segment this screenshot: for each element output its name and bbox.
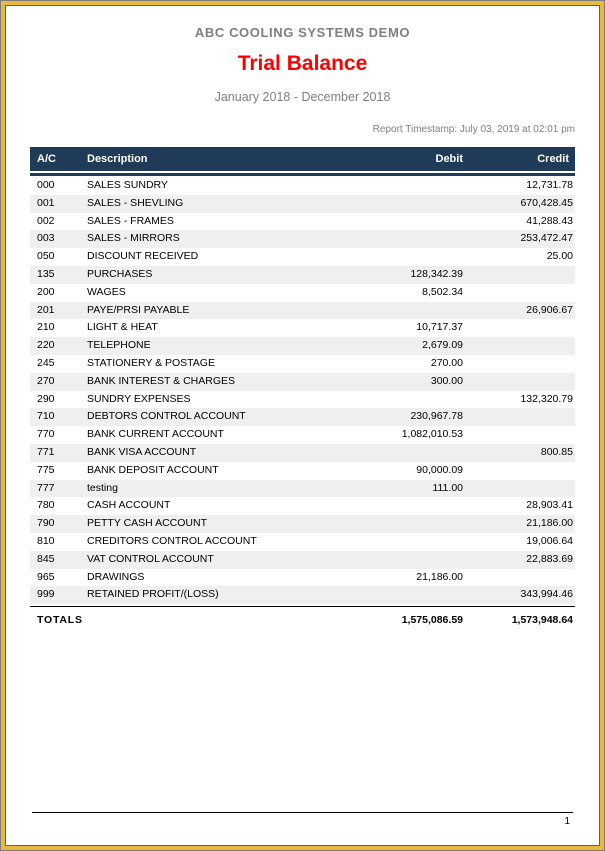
column-header-debit: Debit xyxy=(435,153,463,165)
table-row xyxy=(30,213,575,231)
cell-debit xyxy=(343,444,463,462)
cell-credit: 343,994.46 xyxy=(520,588,573,601)
gold-border xyxy=(1,1,604,850)
report-timestamp: Report Timestamp: July 03, 2019 at 02:01 pm xyxy=(372,124,575,135)
cell-credit xyxy=(463,373,575,391)
cell-credit xyxy=(463,462,575,480)
table-row xyxy=(30,391,575,409)
header-divider xyxy=(30,173,575,176)
table-row xyxy=(30,462,575,480)
cell-debit: 230,967.78 xyxy=(410,410,463,423)
cell-debit xyxy=(343,497,463,515)
company-name: ABC COOLING SYSTEMS DEMO xyxy=(194,25,411,40)
table-row xyxy=(30,533,575,551)
cell-credit: 670,428.45 xyxy=(520,196,573,209)
cell-credit: 21,186.00 xyxy=(526,517,573,530)
cell-debit: 8,502.34 xyxy=(422,285,463,298)
cell-debit: 128,342.39 xyxy=(410,267,463,280)
table-row xyxy=(30,444,575,462)
report-title: Trial Balance xyxy=(237,52,368,75)
table-row xyxy=(30,284,575,302)
cell-credit xyxy=(463,319,575,337)
cell-account-code: 845 xyxy=(37,552,55,565)
column-header-ac: A/C xyxy=(37,153,56,165)
cell-description: BANK VISA ACCOUNT xyxy=(87,445,197,458)
cell-account-code: 001 xyxy=(37,196,55,209)
table-header-row xyxy=(30,147,575,171)
cell-description: WAGES xyxy=(87,285,126,298)
cell-debit: 270.00 xyxy=(430,356,463,369)
cell-credit: 26,906.67 xyxy=(526,303,573,316)
cell-description: PETTY CASH ACCOUNT xyxy=(87,517,207,530)
table-row xyxy=(30,586,575,604)
cell-account-code: 003 xyxy=(37,232,55,245)
cell-account-code: 810 xyxy=(37,534,55,547)
cell-credit: 132,320.79 xyxy=(520,392,573,405)
table-row xyxy=(30,337,575,355)
cell-description: BANK INTEREST & CHARGES xyxy=(87,374,236,387)
cell-debit: 2,679.09 xyxy=(422,339,463,352)
cell-account-code: 710 xyxy=(37,410,55,423)
cell-description: RETAINED PROFIT/(LOSS) xyxy=(87,588,219,601)
cell-debit xyxy=(343,177,463,195)
cell-credit xyxy=(463,569,575,587)
cell-description: SALES - FRAMES xyxy=(87,214,174,227)
cell-credit: 22,883.69 xyxy=(526,552,573,565)
cell-debit xyxy=(343,515,463,533)
cell-credit xyxy=(463,480,575,498)
cell-debit: 111.00 xyxy=(432,481,463,494)
cell-account-code: 200 xyxy=(37,285,55,298)
cell-description: SALES - SHEVLING xyxy=(87,196,184,209)
cell-description: SALES SUNDRY xyxy=(87,179,168,191)
cell-debit xyxy=(343,230,463,248)
cell-credit: 12,731.78 xyxy=(526,179,573,191)
totals-credit: 1,573,948.64 xyxy=(511,614,573,627)
cell-account-code: 000 xyxy=(37,179,55,191)
cell-account-code: 245 xyxy=(37,356,55,369)
table-row xyxy=(30,266,575,284)
cell-account-code: 002 xyxy=(37,214,55,227)
cell-account-code: 965 xyxy=(37,570,55,583)
cell-credit: 800.85 xyxy=(540,445,573,458)
report-period: January 2018 - December 2018 xyxy=(214,90,391,104)
table-row xyxy=(30,497,575,515)
table-row xyxy=(30,569,575,587)
cell-description: CREDITORS CONTROL ACCOUNT xyxy=(87,534,257,547)
table-row xyxy=(30,248,575,266)
cell-account-code: 790 xyxy=(37,517,55,530)
cell-account-code: 270 xyxy=(37,374,55,387)
table-row xyxy=(30,515,575,533)
cell-description: LIGHT & HEAT xyxy=(87,321,158,334)
cell-debit: 90,000.09 xyxy=(416,463,463,476)
cell-debit: 10,717.37 xyxy=(416,321,463,334)
cell-credit xyxy=(463,284,575,302)
report-header xyxy=(6,25,599,104)
cell-debit xyxy=(343,586,463,604)
cell-credit xyxy=(463,355,575,373)
cell-description: DISCOUNT RECEIVED xyxy=(87,250,199,263)
table-row xyxy=(30,319,575,337)
cell-account-code: 999 xyxy=(37,588,55,601)
cell-description: PURCHASES xyxy=(87,267,153,280)
cell-credit: 41,288.43 xyxy=(526,214,573,227)
cell-credit xyxy=(463,426,575,444)
table-row xyxy=(30,408,575,426)
table-row xyxy=(30,480,575,498)
trial-balance-table xyxy=(30,147,575,633)
cell-credit: 253,472.47 xyxy=(520,232,573,245)
totals-label: TOTALS xyxy=(37,614,83,627)
table-row xyxy=(30,551,575,569)
cell-credit xyxy=(463,337,575,355)
cell-debit xyxy=(343,302,463,320)
cell-debit xyxy=(343,195,463,213)
cell-debit: 1,082,010.53 xyxy=(401,428,463,441)
cell-description: DEBTORS CONTROL ACCOUNT xyxy=(87,410,246,423)
cell-debit xyxy=(343,391,463,409)
cell-account-code: 777 xyxy=(37,481,55,494)
table-body xyxy=(30,177,575,604)
cell-description: PAYE/PRSI PAYABLE xyxy=(87,303,190,316)
cell-description: TELEPHONE xyxy=(87,339,151,352)
cell-description: CASH ACCOUNT xyxy=(87,499,171,512)
cell-debit: 300.00 xyxy=(430,374,463,387)
cell-credit: 28,903.41 xyxy=(526,499,573,512)
cell-credit: 19,006.64 xyxy=(526,534,573,547)
table-row xyxy=(30,230,575,248)
cell-debit xyxy=(343,248,463,266)
cell-account-code: 290 xyxy=(37,392,55,405)
cell-account-code: 775 xyxy=(37,463,55,476)
cell-description: SUNDRY EXPENSES xyxy=(87,392,191,405)
cell-account-code: 135 xyxy=(37,267,55,280)
table-row xyxy=(30,302,575,320)
cell-credit: 25.00 xyxy=(546,250,573,263)
cell-credit xyxy=(463,266,575,284)
page-footer xyxy=(32,812,573,827)
cell-account-code: 780 xyxy=(37,499,55,512)
cell-description: VAT CONTROL ACCOUNT xyxy=(87,552,214,565)
page-number: 1 xyxy=(564,816,570,827)
table-row xyxy=(30,177,575,195)
cell-account-code: 201 xyxy=(37,303,55,316)
report-page xyxy=(5,5,600,846)
totals-debit: 1,575,086.59 xyxy=(401,614,463,627)
table-row xyxy=(30,426,575,444)
table-row xyxy=(30,195,575,213)
cell-description: BANK CURRENT ACCOUNT xyxy=(87,428,224,441)
table-row xyxy=(30,355,575,373)
cell-description: SALES - MIRRORS xyxy=(87,232,180,245)
cell-debit xyxy=(343,551,463,569)
cell-credit xyxy=(463,408,575,426)
cell-description: DRAWINGS xyxy=(87,570,145,583)
cell-debit xyxy=(343,213,463,231)
cell-debit xyxy=(343,533,463,551)
cell-debit: 21,186.00 xyxy=(416,570,463,583)
column-header-credit: Credit xyxy=(537,153,569,165)
table-row xyxy=(30,373,575,391)
cell-account-code: 050 xyxy=(37,250,55,263)
cell-description: BANK DEPOSIT ACCOUNT xyxy=(87,463,219,476)
cell-description: STATIONERY & POSTAGE xyxy=(87,356,215,369)
cell-account-code: 771 xyxy=(37,445,55,458)
totals-row xyxy=(30,607,575,633)
cell-account-code: 770 xyxy=(37,428,55,441)
cell-account-code: 210 xyxy=(37,321,55,334)
cell-account-code: 220 xyxy=(37,339,55,352)
column-header-description: Description xyxy=(87,153,148,165)
cell-description: testing xyxy=(87,481,118,494)
